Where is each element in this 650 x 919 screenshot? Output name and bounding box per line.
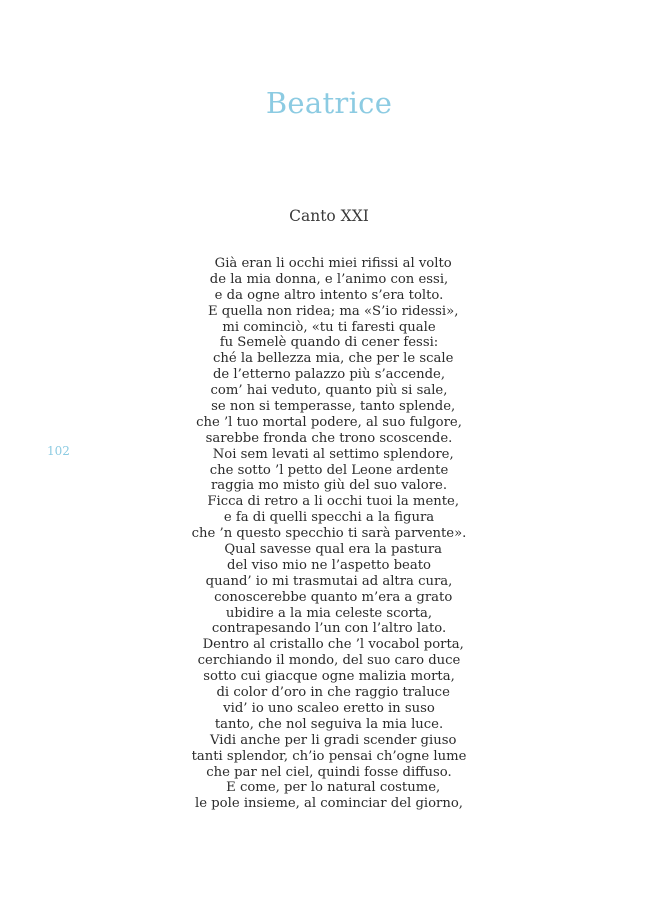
verse-line: tanto, che nol seguiva la mia luce. [214, 716, 444, 732]
verse-line: Vidi anche per li gradi scender giuso [201, 732, 457, 748]
verse-line: Dentro al cristallo che ’l vocabol porta, [194, 637, 464, 653]
verse-line: che par nel ciel, quindi fosse diffuso. [206, 764, 452, 780]
verse-line: de l’etterno palazzo più s’accende, [212, 367, 446, 383]
verse-line: e da ogne altro intento s’era tolto. [214, 287, 444, 303]
verse-line: mi cominciò, «tu ti faresti quale [222, 319, 436, 335]
verse-line: conoscerebbe quanto m’era a grato [205, 589, 453, 605]
verse-line: ché la bellezza mia, che per le scale [204, 351, 454, 367]
page-title: Beatrice [265, 86, 393, 120]
verse-line: vid’ io uno scaleo eretto in suso [223, 700, 435, 716]
verse-line: del viso mio ne l’aspetto beato [227, 557, 431, 573]
verse-line: fu Semelè quando di cener fessi: [219, 335, 439, 351]
verse-line: E come, per lo natural costume, [217, 780, 441, 796]
verse-line: che sotto ’l petto del Leone ardente [209, 462, 449, 478]
verse-line: se non si temperasse, tanto splende, [202, 399, 456, 415]
verse-line: cerchiando il mondo, del suo caro duce [197, 653, 461, 669]
verse-line: di color d’oro in che raggio traluce [208, 685, 450, 701]
verse-line: e fa di quelli specchi a la figura [223, 510, 435, 526]
verse-line: che ’n questo specchio ti sarà parvente». [191, 526, 467, 542]
verse-line: sotto cui giacque ogne malizia morta, [203, 669, 455, 685]
verse-line: raggia mo misto giù del suo valore. [210, 478, 448, 494]
verse-line: com’ hai veduto, quanto più si sale, [210, 383, 448, 399]
verse-line: de la mia donna, e l’animo con essi, [209, 271, 449, 287]
verse-line: Qual savesse qual era la pastura [215, 542, 443, 558]
verse-block [0, 256, 650, 812]
verse-line: tanti splendor, ch’io pensai ch’ogne lume [191, 748, 467, 764]
canto-heading: Canto XXI [289, 207, 369, 225]
verse-line: Ficca di retro a li occhi tuoi la mente, [198, 494, 460, 510]
verse-line: Già eran li occhi miei rifissi al volto [206, 256, 452, 271]
verse-line: le pole insieme, al cominciar del giorno, [195, 796, 463, 812]
verse-line: contrapesando l’un con l’altro lato. [211, 621, 447, 637]
verse-line: E quella non ridea; ma «S’io ridessi», [199, 303, 459, 319]
page-number: 102 [47, 444, 70, 458]
verse-line: che ’l tuo mortal podere, al suo fulgore, [196, 414, 462, 430]
verse-line: ubidire a la mia celeste scorta, [225, 605, 433, 621]
verse-line: Noi sem levati al settimo splendore, [204, 446, 454, 462]
verse-line: sarebbe fronda che trono scoscende. [205, 430, 453, 446]
verse-line: quand’ io mi trasmutai ad altra cura, [205, 573, 453, 589]
